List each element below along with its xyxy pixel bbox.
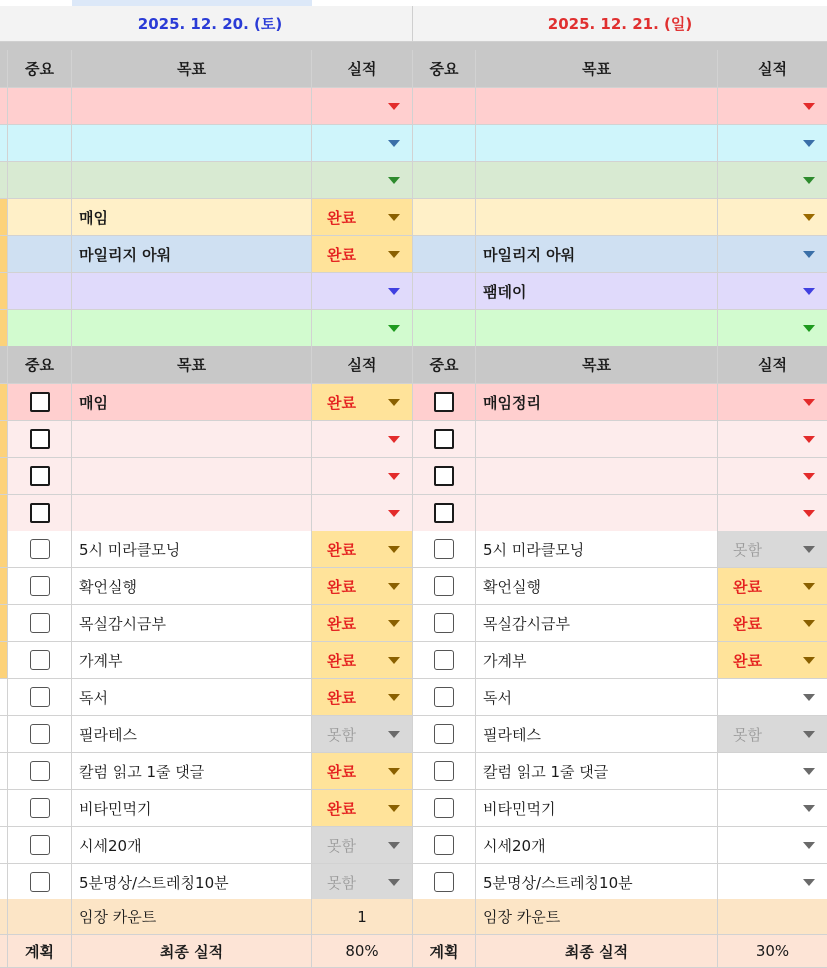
result-status: 못함 <box>733 540 762 559</box>
dropdown-arrow-icon[interactable] <box>803 177 815 184</box>
dropdown-arrow-icon[interactable] <box>803 694 815 701</box>
count-empty-sat <box>8 899 72 934</box>
accent-cell <box>0 236 8 272</box>
importance-cell-sat <box>8 125 72 161</box>
result-select-sun[interactable] <box>718 88 827 124</box>
importance-cell-sun <box>413 531 476 567</box>
result-select-sun[interactable] <box>718 162 827 198</box>
result-select-sat[interactable] <box>312 568 413 604</box>
checkbox[interactable] <box>30 613 50 633</box>
dropdown-arrow-icon[interactable] <box>388 288 400 295</box>
final-label-sat: 최종 실적 <box>72 935 312 967</box>
checkbox[interactable] <box>434 576 454 596</box>
result-select-sun[interactable] <box>718 716 827 752</box>
result-status: 완료 <box>327 762 356 781</box>
column-header-row-section2 <box>0 346 827 384</box>
dropdown-arrow-icon[interactable] <box>803 510 815 517</box>
result-status: 못함 <box>733 725 762 744</box>
checkbox[interactable] <box>30 724 50 744</box>
category-row <box>0 310 827 347</box>
goal-cell-sun[interactable] <box>476 495 718 531</box>
goal-cell-sat[interactable]: 매임 <box>72 199 312 235</box>
accent-cell <box>0 679 8 715</box>
importance-cell-sat <box>8 642 72 678</box>
goal-cell-sat[interactable] <box>72 495 312 531</box>
importance-cell-sat <box>8 864 72 900</box>
dropdown-arrow-icon[interactable] <box>803 473 815 480</box>
count-empty-sun <box>413 899 476 934</box>
result-status: 완료 <box>327 208 356 227</box>
importance-cell-sun <box>413 679 476 715</box>
importance-cell-sun <box>413 605 476 641</box>
header-importance-sun: 중요 <box>413 50 476 87</box>
count-label-sun: 임장 카운트 <box>476 899 718 934</box>
accent-cell <box>0 753 8 789</box>
accent-cell <box>0 827 8 863</box>
goal-cell-sat[interactable]: 필라테스 <box>72 716 312 752</box>
result-status: 완료 <box>327 393 356 412</box>
result-select-sun[interactable] <box>718 605 827 641</box>
habit-row <box>0 753 827 790</box>
header-goal-sat: 목표 <box>72 50 312 87</box>
goal-cell-sun[interactable] <box>476 421 718 457</box>
goal-cell-sat[interactable] <box>72 125 312 161</box>
date-sunday: 2025. 12. 21. (일) <box>547 15 693 33</box>
goal-cell-sat[interactable]: 시세20개 <box>72 827 312 863</box>
goal-cell-sun[interactable]: 5시 미라클모닝 <box>476 531 718 567</box>
result-select-sat[interactable] <box>312 531 413 567</box>
goal-cell-sat[interactable]: 5분명상/스트레칭10분 <box>72 864 312 900</box>
category-row <box>0 236 827 273</box>
result-select-sat[interactable] <box>312 88 413 124</box>
goal-cell-sat[interactable]: 목실감시금부 <box>72 605 312 641</box>
header-result-sun: 실적 <box>758 356 787 374</box>
dropdown-arrow-icon[interactable] <box>388 473 400 480</box>
accent-cell <box>0 642 8 678</box>
header-importance-sat: 중요 <box>8 346 72 383</box>
accent-cell <box>0 899 8 934</box>
goal-cell-sun[interactable]: 팸데이 <box>476 273 718 309</box>
goal-cell-sat[interactable]: 매임 <box>72 384 312 420</box>
habit-row <box>0 864 827 901</box>
result-status: 완료 <box>327 651 356 670</box>
goal-cell-sun[interactable] <box>476 310 718 346</box>
checkbox[interactable] <box>30 687 50 707</box>
checkbox[interactable] <box>434 872 454 892</box>
goal-cell-sun[interactable]: 비타민먹기 <box>476 790 718 826</box>
date-header-row <box>0 6 827 42</box>
importance-cell-sun <box>413 827 476 863</box>
accent-cell <box>0 421 8 457</box>
importance-cell-sat <box>8 495 72 531</box>
important-task-row <box>0 458 827 495</box>
dropdown-arrow-icon[interactable] <box>388 103 400 110</box>
result-select-sun[interactable] <box>718 199 827 235</box>
dropdown-arrow-icon[interactable] <box>388 620 400 627</box>
checkbox[interactable] <box>30 466 50 486</box>
importance-cell-sat <box>8 310 72 346</box>
result-select-sat[interactable] <box>312 199 413 235</box>
checkbox[interactable] <box>434 466 454 486</box>
importance-cell-sun <box>413 236 476 272</box>
result-select-sat[interactable] <box>312 790 413 826</box>
result-select-sun[interactable] <box>718 384 827 420</box>
accent-cell <box>0 162 8 198</box>
dropdown-arrow-icon[interactable] <box>803 103 815 110</box>
summary-row <box>0 935 827 968</box>
dropdown-arrow-icon[interactable] <box>803 436 815 443</box>
goal-cell-sun[interactable]: 가계부 <box>476 642 718 678</box>
importance-cell-sun <box>413 310 476 346</box>
result-status: 완료 <box>733 577 762 596</box>
importance-cell-sat <box>8 827 72 863</box>
importance-cell-sun <box>413 273 476 309</box>
checkbox[interactable] <box>434 761 454 781</box>
checkbox[interactable] <box>30 798 50 818</box>
habit-row <box>0 790 827 827</box>
accent-cell <box>0 716 8 752</box>
result-select-sun[interactable] <box>718 495 827 531</box>
accent-cell <box>0 458 8 494</box>
important-task-row <box>0 384 827 421</box>
category-row <box>0 125 827 162</box>
importance-cell-sat <box>8 790 72 826</box>
result-select-sat[interactable] <box>312 495 413 531</box>
result-select-sun[interactable] <box>718 421 827 457</box>
dropdown-arrow-icon[interactable] <box>388 546 400 553</box>
importance-cell-sat <box>8 458 72 494</box>
importance-cell-sat <box>8 273 72 309</box>
habit-row <box>0 605 827 642</box>
checkbox[interactable] <box>434 503 454 523</box>
habit-row <box>0 531 827 568</box>
final-value-sat: 80% <box>312 935 413 967</box>
category-row <box>0 273 827 310</box>
dropdown-arrow-icon[interactable] <box>388 325 400 332</box>
goal-cell-sun[interactable] <box>476 162 718 198</box>
header-goal-sun: 목표 <box>476 50 718 87</box>
habit-row <box>0 716 827 753</box>
result-select-sat[interactable] <box>312 605 413 641</box>
goal-cell-sun[interactable]: 칼럼 읽고 1줄 댓글 <box>476 753 718 789</box>
accent-cell <box>0 495 8 531</box>
result-status: 완료 <box>327 577 356 596</box>
result-select-sun[interactable] <box>718 679 827 715</box>
goal-cell-sat[interactable] <box>72 88 312 124</box>
accent-cell <box>0 531 8 567</box>
header-goal-sun: 목표 <box>476 346 718 383</box>
result-select-sat[interactable] <box>312 827 413 863</box>
goal-cell-sat[interactable]: 독서 <box>72 679 312 715</box>
checkbox[interactable] <box>434 429 454 449</box>
accent-cell <box>0 384 8 420</box>
result-select-sun[interactable] <box>718 273 827 309</box>
column-header-row-section1 <box>0 50 827 88</box>
important-task-row <box>0 421 827 458</box>
dropdown-arrow-icon[interactable] <box>388 510 400 517</box>
goal-cell-sat[interactable] <box>72 162 312 198</box>
result-select-sun[interactable] <box>718 125 827 161</box>
result-select-sun[interactable] <box>718 310 827 346</box>
goal-cell-sat[interactable] <box>72 421 312 457</box>
importance-cell-sun <box>413 790 476 826</box>
dropdown-arrow-icon[interactable] <box>803 140 815 147</box>
goal-cell-sat[interactable] <box>72 310 312 346</box>
checkbox[interactable] <box>30 761 50 781</box>
result-select-sat[interactable] <box>312 273 413 309</box>
result-select-sat[interactable] <box>312 753 413 789</box>
result-status: 완료 <box>327 245 356 264</box>
checkbox[interactable] <box>434 835 454 855</box>
section-separator <box>0 42 827 50</box>
checkbox[interactable] <box>30 539 50 559</box>
dropdown-arrow-icon[interactable] <box>388 879 400 886</box>
dropdown-arrow-icon[interactable] <box>803 768 815 775</box>
accent-cell <box>0 50 8 87</box>
dropdown-arrow-icon[interactable] <box>388 657 400 664</box>
checkbox[interactable] <box>30 872 50 892</box>
importance-cell-sun <box>413 864 476 900</box>
goal-cell-sat[interactable]: 확언실행 <box>72 568 312 604</box>
importance-cell-sun <box>413 642 476 678</box>
dropdown-arrow-icon[interactable] <box>388 583 400 590</box>
dropdown-arrow-icon[interactable] <box>388 140 400 147</box>
result-status: 완료 <box>733 614 762 633</box>
dropdown-arrow-icon[interactable] <box>388 177 400 184</box>
accent-cell <box>0 199 8 235</box>
result-select-sat[interactable] <box>312 162 413 198</box>
result-select-sat[interactable] <box>312 642 413 678</box>
plan-label-sat: 계획 <box>8 935 72 967</box>
category-row <box>0 199 827 236</box>
goal-cell-sun[interactable] <box>476 88 718 124</box>
goal-cell-sun[interactable]: 5분명상/스트레칭10분 <box>476 864 718 900</box>
importance-cell-sun <box>413 495 476 531</box>
result-select-sun[interactable] <box>718 642 827 678</box>
goal-cell-sat[interactable]: 칼럼 읽고 1줄 댓글 <box>72 753 312 789</box>
dropdown-arrow-icon[interactable] <box>803 399 815 406</box>
checkbox[interactable] <box>434 687 454 707</box>
accent-cell <box>0 88 8 124</box>
goal-cell-sat[interactable]: 가계부 <box>72 642 312 678</box>
result-status: 완료 <box>327 540 356 559</box>
accent-cell <box>0 790 8 826</box>
result-select-sun[interactable] <box>718 531 827 567</box>
habit-row <box>0 642 827 679</box>
header-goal-sat: 목표 <box>72 346 312 383</box>
goal-cell-sat[interactable]: 5시 미라클모닝 <box>72 531 312 567</box>
checkbox[interactable] <box>434 724 454 744</box>
dropdown-arrow-icon[interactable] <box>388 399 400 406</box>
importance-cell-sat <box>8 421 72 457</box>
result-select-sat[interactable] <box>312 716 413 752</box>
goal-cell-sun[interactable] <box>476 199 718 235</box>
accent-cell <box>0 310 8 346</box>
dropdown-arrow-icon[interactable] <box>388 731 400 738</box>
final-label-sun: 최종 실적 <box>476 935 718 967</box>
accent-cell <box>0 125 8 161</box>
checkbox[interactable] <box>434 392 454 412</box>
dropdown-arrow-icon[interactable] <box>388 694 400 701</box>
checkbox[interactable] <box>30 392 50 412</box>
importance-cell-sat <box>8 679 72 715</box>
final-value-sun: 30% <box>755 942 790 960</box>
plan-label-sun: 계획 <box>413 935 476 967</box>
habit-row <box>0 827 827 864</box>
dropdown-arrow-icon[interactable] <box>803 288 815 295</box>
dropdown-arrow-icon[interactable] <box>388 436 400 443</box>
goal-cell-sun[interactable]: 필라테스 <box>476 716 718 752</box>
goal-cell-sat[interactable]: 비타민먹기 <box>72 790 312 826</box>
dropdown-arrow-icon[interactable] <box>388 805 400 812</box>
checkbox[interactable] <box>30 429 50 449</box>
dropdown-arrow-icon[interactable] <box>803 657 815 664</box>
accent-cell <box>0 346 8 383</box>
checkbox[interactable] <box>30 503 50 523</box>
goal-cell-sun[interactable]: 시세20개 <box>476 827 718 863</box>
importance-cell-sun <box>413 716 476 752</box>
importance-cell-sun <box>413 568 476 604</box>
header-result-sun: 실적 <box>758 60 787 78</box>
result-status: 못함 <box>327 836 356 855</box>
importance-cell-sun <box>413 753 476 789</box>
category-row <box>0 88 827 125</box>
goal-cell-sat[interactable] <box>72 458 312 494</box>
goal-cell-sun[interactable]: 독서 <box>476 679 718 715</box>
accent-cell <box>0 605 8 641</box>
goal-cell-sun[interactable] <box>476 125 718 161</box>
checkbox[interactable] <box>434 613 454 633</box>
importance-cell-sat <box>8 753 72 789</box>
category-row <box>0 162 827 199</box>
dropdown-arrow-icon[interactable] <box>388 768 400 775</box>
checkbox[interactable] <box>434 798 454 818</box>
result-select-sat[interactable] <box>312 864 413 900</box>
result-status: 완료 <box>733 651 762 670</box>
importance-cell-sun <box>413 88 476 124</box>
dropdown-arrow-icon[interactable] <box>803 251 815 258</box>
dropdown-arrow-icon[interactable] <box>388 251 400 258</box>
importance-cell-sat <box>8 568 72 604</box>
result-select-sat[interactable] <box>312 458 413 494</box>
count-row <box>0 899 827 935</box>
dropdown-arrow-icon[interactable] <box>803 731 815 738</box>
count-value-sat: 1 <box>312 899 413 934</box>
header-importance-sat: 중요 <box>8 50 72 87</box>
importance-cell-sun <box>413 421 476 457</box>
dropdown-arrow-icon[interactable] <box>803 546 815 553</box>
date-saturday: 2025. 12. 20. (토) <box>8 6 413 42</box>
dropdown-arrow-icon[interactable] <box>803 214 815 221</box>
habit-row <box>0 679 827 716</box>
header-result-sat: 실적 <box>312 346 413 383</box>
goal-cell-sun[interactable]: 확언실행 <box>476 568 718 604</box>
importance-cell-sun <box>413 199 476 235</box>
result-select-sat[interactable] <box>312 310 413 346</box>
checkbox[interactable] <box>30 576 50 596</box>
result-select-sun[interactable] <box>718 827 827 863</box>
result-select-sat[interactable] <box>312 236 413 272</box>
dropdown-arrow-icon[interactable] <box>388 842 400 849</box>
result-status: 못함 <box>327 873 356 892</box>
count-value-sun <box>718 899 827 934</box>
result-status: 못함 <box>327 725 356 744</box>
importance-cell-sun <box>413 162 476 198</box>
result-select-sun[interactable] <box>718 753 827 789</box>
importance-cell-sat <box>8 199 72 235</box>
result-select-sat[interactable] <box>312 421 413 457</box>
importance-cell-sat <box>8 605 72 641</box>
result-select-sun[interactable] <box>718 236 827 272</box>
goal-cell-sat[interactable] <box>72 273 312 309</box>
goal-cell-sun[interactable]: 마일리지 아워 <box>476 236 718 272</box>
result-status: 완료 <box>327 799 356 818</box>
checkbox[interactable] <box>30 650 50 670</box>
header-result-sat: 실적 <box>312 50 413 87</box>
importance-cell-sun <box>413 125 476 161</box>
dropdown-arrow-icon[interactable] <box>803 842 815 849</box>
header-importance-sun: 중요 <box>413 346 476 383</box>
result-select-sun[interactable] <box>718 790 827 826</box>
dropdown-arrow-icon[interactable] <box>803 620 815 627</box>
checkbox[interactable] <box>30 835 50 855</box>
importance-cell-sun <box>413 384 476 420</box>
result-select-sat[interactable] <box>312 384 413 420</box>
importance-cell-sat <box>8 88 72 124</box>
importance-cell-sat <box>8 384 72 420</box>
dropdown-arrow-icon[interactable] <box>803 583 815 590</box>
importance-cell-sat <box>8 531 72 567</box>
goal-cell-sun[interactable] <box>476 458 718 494</box>
result-select-sun[interactable] <box>718 568 827 604</box>
dropdown-arrow-icon[interactable] <box>803 325 815 332</box>
habit-row <box>0 568 827 605</box>
checkbox[interactable] <box>434 650 454 670</box>
goal-cell-sat[interactable]: 마일리지 아워 <box>72 236 312 272</box>
accent-cell <box>0 568 8 604</box>
important-task-row <box>0 495 827 532</box>
accent-cell <box>0 273 8 309</box>
result-select-sun[interactable] <box>718 864 827 900</box>
dropdown-arrow-icon[interactable] <box>803 879 815 886</box>
dropdown-arrow-icon[interactable] <box>803 805 815 812</box>
result-select-sun[interactable] <box>718 458 827 494</box>
goal-cell-sun[interactable]: 매임정리 <box>476 384 718 420</box>
result-status: 완료 <box>327 688 356 707</box>
result-select-sat[interactable] <box>312 125 413 161</box>
dropdown-arrow-icon[interactable] <box>388 214 400 221</box>
importance-cell-sat <box>8 716 72 752</box>
accent-cell <box>0 935 8 967</box>
accent-cell <box>0 864 8 900</box>
importance-cell-sun <box>413 458 476 494</box>
checkbox[interactable] <box>434 539 454 559</box>
importance-cell-sat <box>8 236 72 272</box>
result-status: 완료 <box>327 614 356 633</box>
goal-cell-sun[interactable]: 목실감시금부 <box>476 605 718 641</box>
importance-cell-sat <box>8 162 72 198</box>
result-select-sat[interactable] <box>312 679 413 715</box>
count-label-sat: 임장 카운트 <box>72 899 312 934</box>
